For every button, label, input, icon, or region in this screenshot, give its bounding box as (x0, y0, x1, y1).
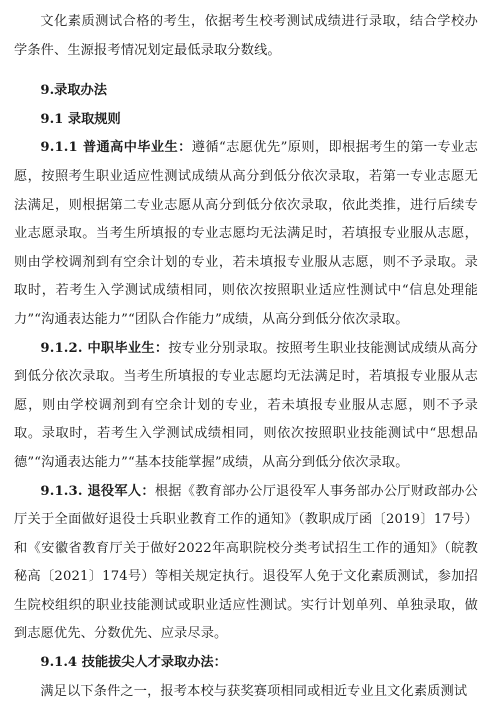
rule-9-1-1-paragraph (14, 134, 478, 334)
rule-9-1-1-body: 遵循“志愿优先”原则，即根据考生的第一专业志愿，按照考生职业适应性测试成绩从高分到低分依次录取，若第一专业志愿无法满足，则根据第二专业志愿从高分到低分依次录取，依此类推，进行后续专业志愿录取。当考生所填报的专业志愿均无法满足时，若填报专业服从志愿，则由学校调剂到有空余计划的专业，若未填报专业服从志愿，则不予录取。录取时，若考生入学测试成绩相同，则依次按照职业适应性测试中“信息处理能力”“沟通表达能力”“团队合作能力”成绩，从高分到低分依次录取。 (14, 140, 478, 327)
rule-9-1-2-paragraph (14, 335, 478, 478)
rule-9-1-3-lead: 9.1.3. 退役军人： (40, 483, 155, 499)
rule-9-1-2-lead: 9.1.2. 中职毕业生： (40, 340, 169, 356)
section-9-heading: 9.录取办法 (40, 83, 107, 99)
rule-9-1-2-body: 按专业分别录取。按照考生职业技能测试成绩从高分到低分依次录取。当考生所填报的专业志愿均无法满足时，若填报专业服从志愿，则由学校调剂到有空余计划的专业，若未填报专业服从志愿，则不予录取。录取时，若考生入学测试成绩相同，则依次按照职业技能测试中“思想品德”“沟通表达能力”“基本技能掌握”成绩，从高分到低分依次录取。 (14, 340, 478, 470)
rule-9-1-4-heading: 9.1.4 技能拔尖人才录取办法： (40, 655, 227, 671)
intro-paragraph: 文化素质测试合格的考生，依据考生校考测试成绩进行录取，结合学校办学条件、生源报考情况划定最低录取分数线。 (14, 14, 478, 58)
rule-9-1-1-lead: 9.1.1 普通高中毕业生： (40, 140, 192, 156)
section-9-1-heading: 9.1 录取规则 (40, 111, 121, 127)
rule-9-1-3-paragraph (14, 478, 478, 650)
rule-9-1-4-paragraph: 满足以下条件之一，报考本校与获奖赛项相同或相近专业且文化素质测试 (40, 683, 468, 699)
rule-9-1-3-body: 根据《教育部办公厅退役军人事务部办公厅财政部办公厅关于全面做好退役士兵职业教育工作的通知》（教职成厅函〔2019〕17号）和《安徽省教育厅关于做好2022年高职院校分类考试招生工作的通知》（皖教秘高〔2021〕174号）等相关规定执行。退役军人免于文化素质测试，参加招生院校组织的职业技能测试或职业适应性测试。实行计划单列、单独录取，做到志愿优先、分数优先、应录尽录。 (14, 483, 478, 642)
